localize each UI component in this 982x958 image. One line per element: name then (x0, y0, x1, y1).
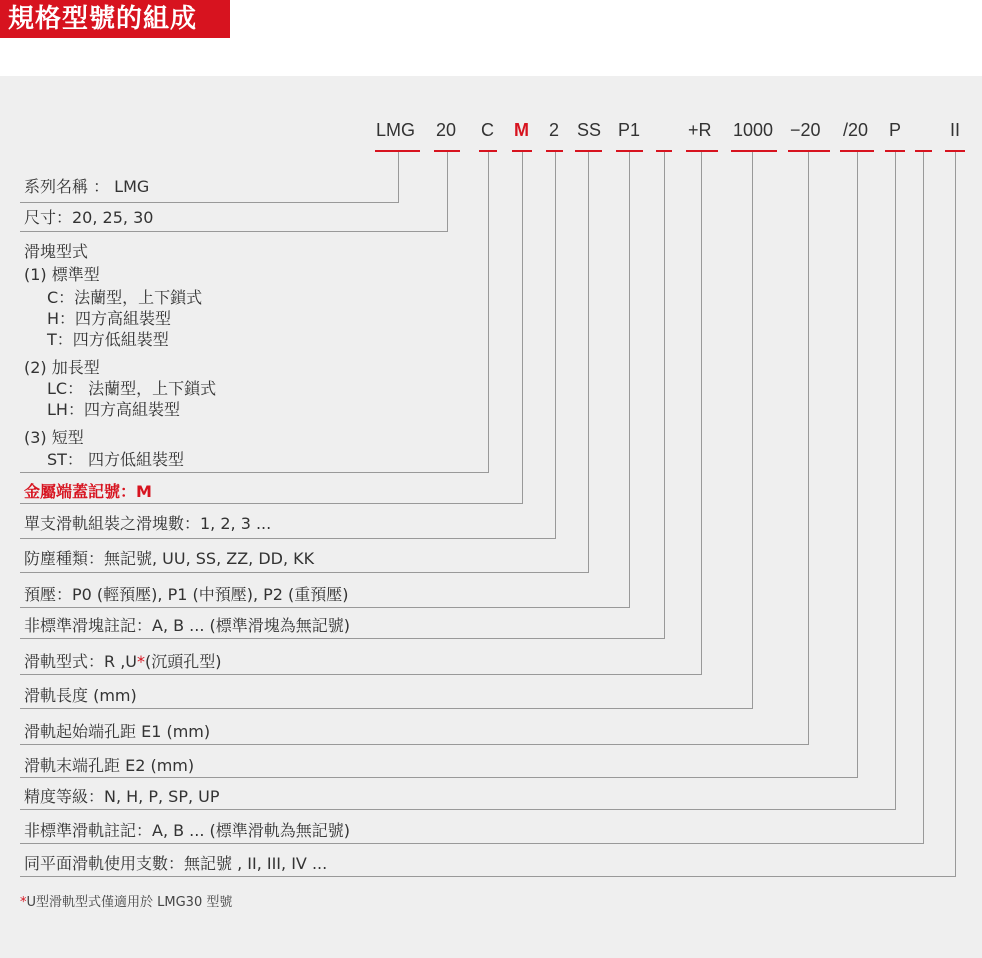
connector-line (20, 744, 809, 745)
connector-line (20, 674, 702, 675)
label-rail-count: 同平面滑軌使用支數：無記號 , II, III, IV ... (24, 854, 328, 873)
label-metal-endcap: 金屬端蓋記號：M (24, 482, 152, 501)
page-title: 規格型號的組成 (0, 0, 230, 38)
label-size: 尺寸：20, 25, 30 (24, 208, 154, 227)
label-block-type: 滑塊型式 (24, 242, 89, 261)
label-rail-length: 滑軌長度 (mm) (24, 686, 137, 705)
label-type-c: C：法蘭型，上下鎖式 (47, 288, 203, 307)
connector-line (752, 152, 753, 708)
code-dust: SS (577, 120, 602, 140)
underline (731, 150, 777, 152)
code-metal-endcap: M (514, 120, 529, 140)
connector-line (20, 231, 448, 232)
connector-line (555, 152, 556, 538)
connector-line (398, 152, 399, 202)
connector-line (20, 538, 556, 539)
code-rail-length: 1000 (733, 120, 774, 140)
label-block-count: 單支滑軌組裝之滑塊數：1, 2, 3 ... (24, 514, 272, 533)
connector-line (923, 152, 924, 843)
connector-line (20, 572, 589, 573)
footnote-text: U型滑軌型式僅適用於 LMG30 型號 (26, 895, 233, 910)
connector-line (20, 472, 489, 473)
label-type-h: H：四方高組裝型 (47, 309, 172, 328)
label-preload: 預壓：P0 (輕預壓), P1 (中預壓), P2 (重預壓) (24, 585, 349, 604)
connector-line (588, 152, 589, 572)
code-rail-type: +R (688, 120, 712, 140)
label-type-lh: LH：四方高組裝型 (47, 400, 180, 419)
connector-line (629, 152, 630, 607)
label-type-t: T：四方低組裝型 (47, 330, 169, 349)
connector-line (20, 503, 523, 504)
connector-line (20, 809, 896, 810)
code-preload: P1 (618, 120, 641, 140)
connector-line (20, 876, 956, 877)
connector-line (857, 152, 858, 777)
label-type-lc: LC： 法蘭型，上下鎖式 (47, 379, 217, 398)
label-rail-nonstd: 非標準滑軌註記：A, B ... (標準滑軌為無記號) (24, 821, 351, 840)
connector-line (955, 152, 956, 876)
code-e2: /20 (843, 120, 869, 140)
connector-line (701, 152, 702, 674)
label-short-type: (3) 短型 (24, 428, 84, 447)
connector-line (20, 843, 924, 844)
label-standard-type: (1) 標準型 (24, 265, 100, 284)
connector-line (20, 202, 399, 203)
connector-line (664, 152, 665, 638)
label-e1: 滑軌起始端孔距 E1 (mm) (24, 722, 211, 741)
connector-line (808, 152, 809, 744)
asterisk-mark: * (20, 895, 27, 910)
connector-line (20, 638, 665, 639)
label-rail-type-note: (沉頭孔型) (145, 652, 222, 671)
code-accuracy: P (889, 120, 902, 140)
label-long-type: (2) 加長型 (24, 358, 100, 377)
code-block-count: 2 (549, 120, 560, 140)
label-rail-type (24, 652, 222, 672)
asterisk-mark: * (137, 652, 146, 671)
connector-line (20, 607, 630, 608)
label-dust: 防塵種類：無記號, UU, SS, ZZ, DD, KK (24, 549, 315, 568)
connector-line (895, 152, 896, 809)
connector-line (488, 152, 489, 472)
underline (788, 150, 830, 152)
connector-line (447, 152, 448, 231)
code-size: 20 (436, 120, 457, 140)
code-rail-count: II (950, 120, 961, 140)
label-type-st: ST： 四方低組裝型 (47, 450, 185, 469)
connector-line (522, 152, 523, 503)
footnote (20, 891, 232, 910)
code-series: LMG (376, 120, 416, 140)
label-series: 系列名稱 ： LMG (24, 177, 150, 196)
connector-line (20, 708, 753, 709)
label-e2: 滑軌末端孔距 E2 (mm) (24, 756, 195, 775)
label-accuracy: 精度等級：N, H, P, SP, UP (24, 787, 220, 806)
label-block-nonstd: 非標準滑塊註記：A, B ... (標準滑塊為無記號) (24, 616, 351, 635)
code-block-type: C (481, 120, 494, 140)
connector-line (20, 777, 858, 778)
label-rail-type-text: 滑軌型式：R ,U (24, 652, 138, 671)
underline (686, 150, 718, 152)
code-e1: −20 (790, 120, 821, 140)
